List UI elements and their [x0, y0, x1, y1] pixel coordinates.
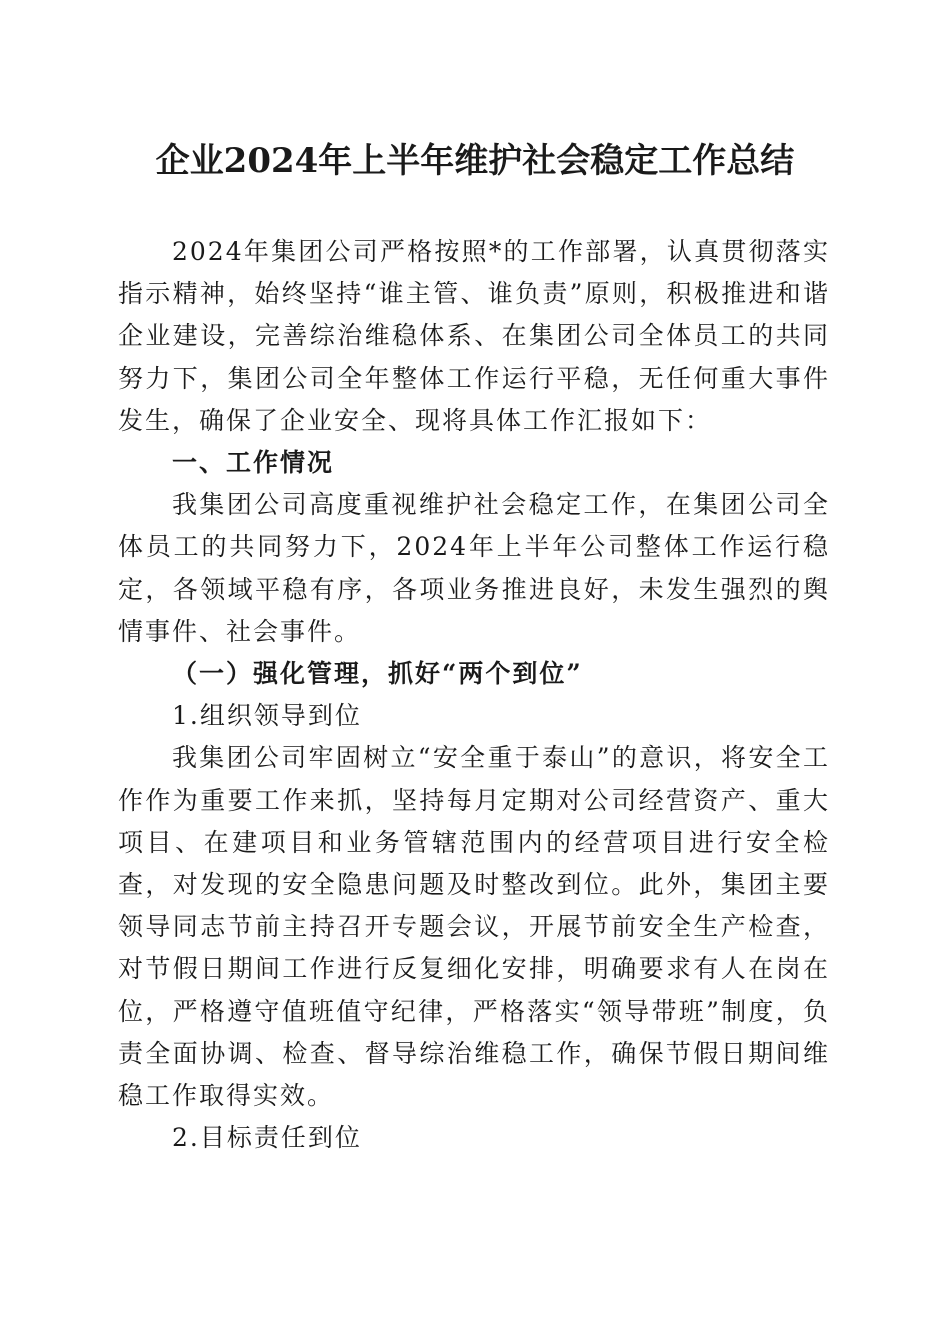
item-heading-organization: 1.组织领导到位 [172, 701, 362, 731]
intro-paragraph: 2024年集团公司严格按照*的工作部署，认真贯彻落实指示精神，始终坚持“谁主管、谁负责”原则，积极推进和谐企业建设，完善综治维稳体系、在集团公司全体员工的共同努力下，集团公司全年整体工作运行平稳，无任何重大事件发生，确保了企业安全、现将具体工作汇报如下： [118, 237, 830, 435]
item-paragraph-organization: 我集团公司牢固树立“安全重于泰山”的意识，将安全工作作为重要工作来抓，坚持每月定期对公司经营资产、重大项目、在建项目和业务管辖范围内的经营项目进行安全检查，对发现的安全隐患问题及时整改到位。此外，集团主要领导同志节前主持召开专题会议，开展节前安全生产检查，对节假日期间工作进行反复细化安排，明确要求有人在岗在位，严格遵守值班值守纪律，严格落实“领导带班”制度，负责全面协调、检查、督导综治维稳工作，确保节假日期间维稳工作取得实效。 [118, 743, 830, 1111]
section-paragraph-work-status: 我集团公司高度重视维护社会稳定工作，在集团公司全体员工的共同努力下，2024年上半年公司整体工作运行稳定，各领域平稳有序，各项业务推进良好，未发生强烈的舆情事件、社会事件。 [118, 490, 830, 646]
section-heading-work-status: 一、工作情况 [172, 448, 335, 478]
document-title: 企业2024年上半年维护社会稳定工作总结 [155, 141, 795, 181]
item-heading-responsibility: 2.目标责任到位 [172, 1123, 362, 1153]
subsection-heading-management: （一）强化管理，抓好“两个到位” [172, 659, 583, 689]
document-body [118, 231, 830, 1159]
